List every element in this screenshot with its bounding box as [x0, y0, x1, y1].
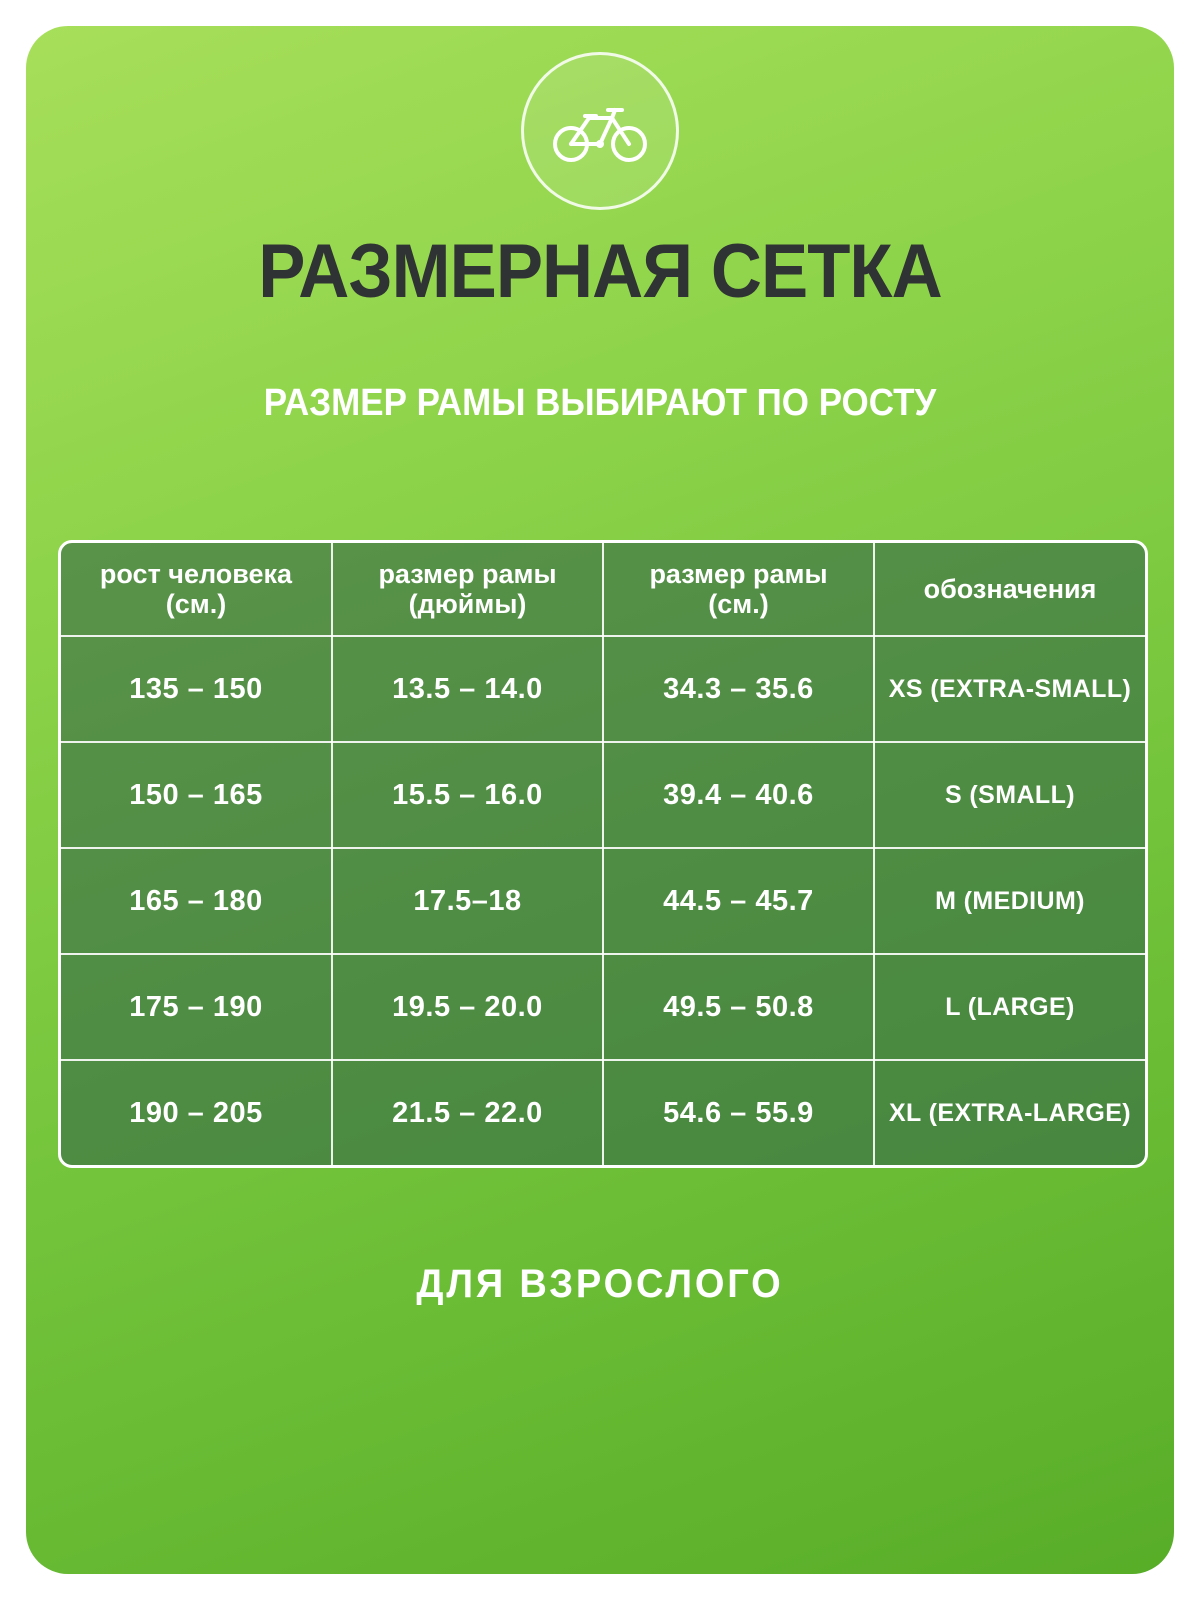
cell-height: 165 – 180: [61, 848, 332, 954]
cell-height: 175 – 190: [61, 954, 332, 1060]
size-chart-poster: [26, 26, 1174, 1574]
cell-frame-cm: 39.4 – 40.6: [603, 742, 874, 848]
column-header-frame-cm-line2: (см.): [708, 589, 769, 619]
cell-code: S (SMALL): [874, 742, 1145, 848]
cell-frame-inches: 15.5 – 16.0: [332, 742, 603, 848]
size-table: [58, 540, 1148, 1168]
column-header-code: [874, 543, 1145, 636]
column-header-frame-inches-line1: размер рамы: [378, 558, 557, 589]
cell-code: M (MEDIUM): [874, 848, 1145, 954]
column-header-height-line1: рост человека: [99, 558, 293, 589]
column-header-frame-inches: [332, 543, 603, 636]
bicycle-icon: [552, 98, 648, 164]
cell-frame-inches: 13.5 – 14.0: [332, 636, 603, 742]
column-header-code-line1: обозначения: [923, 573, 1097, 604]
cell-code: XL (EXTRA-LARGE): [888, 1098, 1132, 1127]
column-header-frame-inches-line2: (дюймы): [408, 589, 527, 619]
cell-frame-inches: 21.5 – 22.0: [332, 1060, 603, 1165]
cell-frame-cm: 54.6 – 55.9: [603, 1060, 874, 1165]
column-header-frame-cm-line1: размер рамы: [649, 558, 828, 589]
table-row: [61, 954, 1145, 1060]
column-header-height: [61, 543, 332, 636]
table-row: [61, 1060, 1145, 1165]
bicycle-badge: [521, 52, 679, 210]
table-row: [61, 742, 1145, 848]
cell-frame-cm: 34.3 – 35.6: [603, 636, 874, 742]
cell-frame-inches: 19.5 – 20.0: [332, 954, 603, 1060]
cell-height: 150 – 165: [61, 742, 332, 848]
cell-frame-inches: 17.5–18: [332, 848, 603, 954]
column-header-frame-cm: [603, 543, 874, 636]
cell-code: L (LARGE): [874, 954, 1145, 1060]
cell-code: XS (EXTRA-SMALL): [874, 636, 1145, 742]
cell-frame-cm: 49.5 – 50.8: [603, 954, 874, 1060]
cell-frame-cm: 44.5 – 45.7: [603, 848, 874, 954]
table-row: [61, 636, 1145, 742]
column-header-height-line2: (см.): [165, 589, 227, 619]
cell-height: 190 – 205: [61, 1060, 332, 1165]
page-subtitle: РАЗМЕР РАМЫ ВЫБИРАЮТ ПО РОСТУ: [263, 382, 937, 424]
table-row: [61, 848, 1145, 954]
table-header-row: [61, 543, 1145, 636]
cell-height: 135 – 150: [61, 636, 332, 742]
footer-caption: ДЛЯ ВЗРОСЛОГО: [416, 1262, 784, 1306]
page-title: РАЗМЕРНАЯ СЕТКА: [258, 229, 942, 314]
